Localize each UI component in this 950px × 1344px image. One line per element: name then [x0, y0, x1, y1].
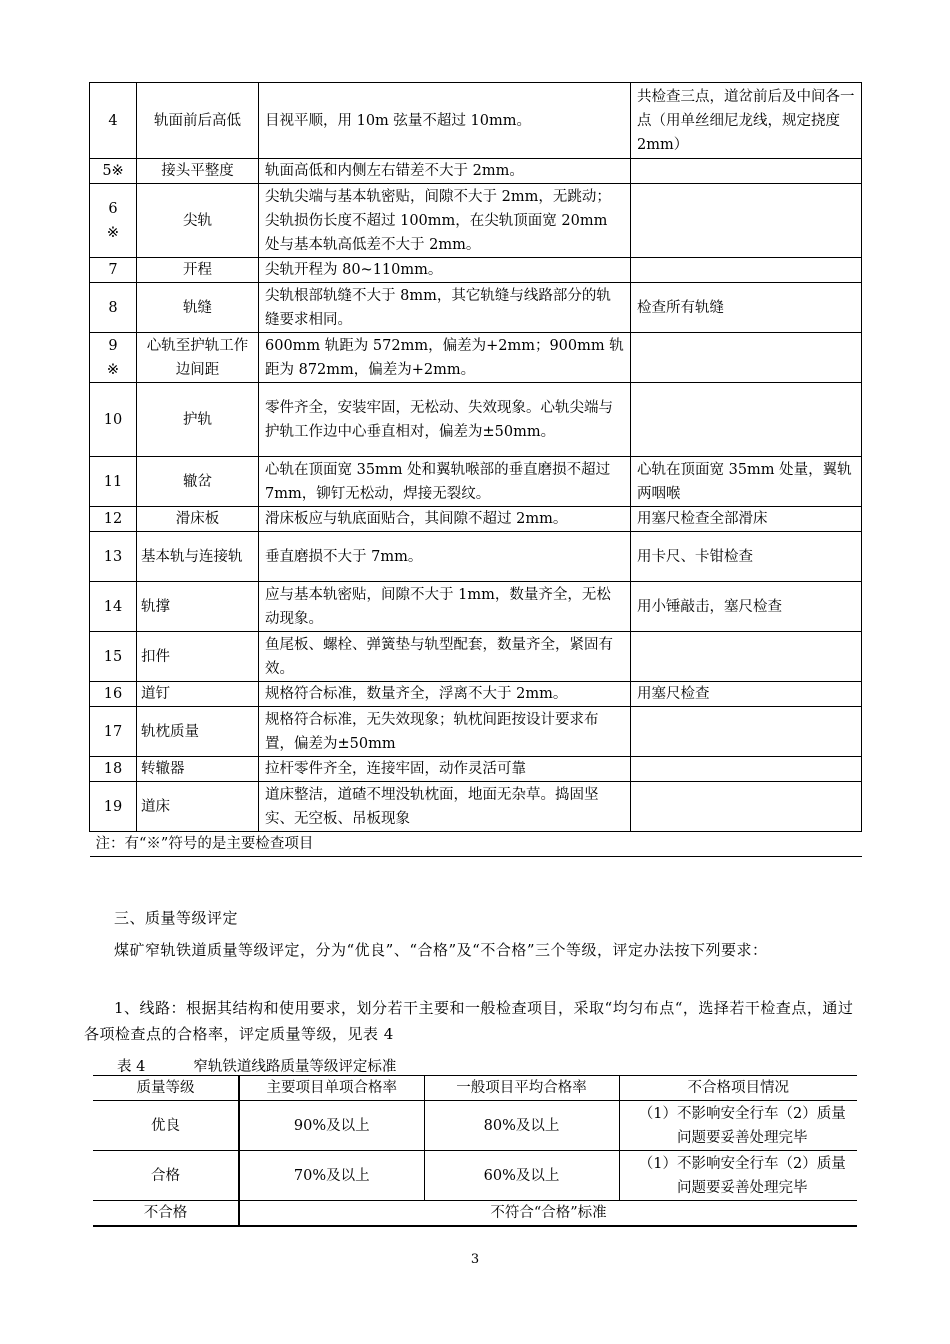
item-name: 开程	[137, 258, 259, 283]
table-row	[90, 757, 862, 782]
table-row	[90, 184, 862, 258]
table4-cell: 合格	[93, 1151, 239, 1201]
item-name: 轨枕质量	[137, 707, 259, 757]
table4-caption-number: 表 4	[117, 1059, 146, 1075]
item-standard: 心轨在顶面宽 35mm 处和翼轨喉部的垂直磨损不超过 7mm，铆钉无松动，焊接无裂纹。	[259, 457, 631, 507]
item-name: 心轨至护轨工作边间距	[137, 333, 259, 383]
table-row	[90, 333, 862, 383]
item-number: 8	[90, 283, 137, 333]
table4-cell: 不合格	[93, 1201, 239, 1227]
item-standard: 600mm 轨距为 572mm，偏差为+2mm；900mm 轨距为 872mm，偏差为+2mm。	[259, 333, 631, 383]
table-row	[90, 507, 862, 532]
item-note	[631, 757, 862, 782]
item-number: 18	[90, 757, 137, 782]
paragraph-line-grading: 1、线路：根据其结构和使用要求，划分若干主要和一般检查项目，采取“均匀布点“，选择若干检查点，通过各项检查点的合格率，评定质量等级，见表 4	[84, 999, 854, 1043]
table4-cell: 60%及以上	[424, 1151, 619, 1201]
item-number: 5※	[90, 159, 137, 184]
table-row	[90, 582, 862, 632]
item-standard: 鱼尾板、螺栓、弹簧垫与轨型配套，数量齐全，紧固有效。	[259, 632, 631, 682]
quality-grade-table	[93, 1075, 857, 1227]
table-footnote-row	[90, 832, 862, 857]
item-number: 9 ※	[90, 333, 137, 383]
item-note	[631, 258, 862, 283]
table4-cell: （1）不影响安全行车（2）质量问题要妥善处理完毕	[619, 1101, 857, 1151]
item-note	[631, 184, 862, 258]
section-title: 三、质量等级评定	[114, 909, 239, 927]
table4-caption-title: 窄轨铁道线路质量等级评定标准	[193, 1059, 397, 1075]
table-row	[90, 258, 862, 283]
item-note	[631, 632, 862, 682]
item-note	[631, 383, 862, 457]
item-number: 19	[90, 782, 137, 832]
item-note: 用卡尺、卡钳检查	[631, 532, 862, 582]
item-standard: 拉杆零件齐全，连接牢固，动作灵活可靠	[259, 757, 631, 782]
item-standard: 目视平顺，用 10m 弦量不超过 10mm。	[259, 83, 631, 159]
item-number: 12	[90, 507, 137, 532]
item-standard: 尖轨根部轨缝不大于 8mm，其它轨缝与线路部分的轨缝要求相同。	[259, 283, 631, 333]
item-standard: 尖轨尖端与基本轨密贴，间隙不大于 2mm，无跳动；尖轨损伤长度不超过 100mm，在尖轨顶面宽 20mm 处与基本轨高低差不大于 2mm。	[259, 184, 631, 258]
item-note	[631, 707, 862, 757]
item-name: 基本轨与连接轨	[137, 532, 259, 582]
item-note	[631, 333, 862, 383]
table-row	[90, 383, 862, 457]
item-note: 用小锤敲击，塞尺检查	[631, 582, 862, 632]
item-name: 转辙器	[137, 757, 259, 782]
table-row	[90, 83, 862, 159]
item-standard: 规格符合标准，无失效现象；轨枕间距按设计要求布置，偏差为±50mm	[259, 707, 631, 757]
item-note: 用塞尺检查全部滑床	[631, 507, 862, 532]
item-name: 轨面前后高低	[137, 83, 259, 159]
item-note: 检查所有轨缝	[631, 283, 862, 333]
item-number: 16	[90, 682, 137, 707]
item-standard: 规格符合标准，数量齐全，浮离不大于 2mm。	[259, 682, 631, 707]
table4-header: 主要项目单项合格率	[239, 1076, 424, 1101]
table-row	[90, 782, 862, 832]
table-footnote: 注：有“※”符号的是主要检查项目	[90, 832, 862, 857]
item-name: 滑床板	[137, 507, 259, 532]
table-row	[90, 707, 862, 757]
item-name: 轨缝	[137, 283, 259, 333]
table4-cell: （1）不影响安全行车（2）质量问题要妥善处理完毕	[619, 1151, 857, 1201]
item-note	[631, 159, 862, 184]
item-name: 接头平整度	[137, 159, 259, 184]
table-row	[90, 632, 862, 682]
item-number: 15	[90, 632, 137, 682]
item-name: 道床	[137, 782, 259, 832]
item-number: 13	[90, 532, 137, 582]
item-name: 护轨	[137, 383, 259, 457]
page-number: 3	[470, 1252, 480, 1267]
item-number: 10	[90, 383, 137, 457]
inspection-table-body	[90, 83, 862, 857]
table4-cell: 80%及以上	[424, 1101, 619, 1151]
table4-caption	[117, 1055, 444, 1076]
table4-row-excellent	[93, 1101, 857, 1151]
item-number: 17	[90, 707, 137, 757]
item-standard: 零件齐全，安装牢固，无松动、失效现象。心轨尖端与护轨工作边中心垂直相对，偏差为±50mm。	[259, 383, 631, 457]
item-name: 扣件	[137, 632, 259, 682]
table-row	[90, 532, 862, 582]
table4-cell: 优良	[93, 1101, 239, 1151]
item-standard: 轨面高低和内侧左右错差不大于 2mm。	[259, 159, 631, 184]
item-number: 7	[90, 258, 137, 283]
inspection-standards-table	[89, 82, 862, 857]
table4-header-row	[93, 1076, 857, 1101]
table4-cell: 70%及以上	[239, 1151, 424, 1201]
item-note	[631, 782, 862, 832]
table4-header: 质量等级	[93, 1076, 239, 1101]
table4-header: 不合格项目情况	[619, 1076, 857, 1101]
table4-header: 一般项目平均合格率	[424, 1076, 619, 1101]
table-row	[90, 682, 862, 707]
item-note: 共检查三点，道岔前后及中间各一点（用单丝细尼龙线，规定挠度 2mm）	[631, 83, 862, 159]
item-standard: 垂直磨损不大于 7mm。	[259, 532, 631, 582]
item-note: 用塞尺检查	[631, 682, 862, 707]
table4-cell: 90%及以上	[239, 1101, 424, 1151]
item-name: 尖轨	[137, 184, 259, 258]
table4-cell: 不符合“合格”标准	[239, 1201, 857, 1227]
item-number: 6 ※	[90, 184, 137, 258]
item-name: 辙岔	[137, 457, 259, 507]
item-number: 4	[90, 83, 137, 159]
item-standard: 道床整洁，道碴不埋没轨枕面，地面无杂草。捣固坚实、无空板、吊板现象	[259, 782, 631, 832]
table4-row-pass	[93, 1151, 857, 1201]
table-row	[90, 159, 862, 184]
item-name: 轨撑	[137, 582, 259, 632]
item-note: 心轨在顶面宽 35mm 处量，翼轨两咽喉	[631, 457, 862, 507]
item-number: 14	[90, 582, 137, 632]
table-row	[90, 283, 862, 333]
item-name: 道钉	[137, 682, 259, 707]
table-row	[90, 457, 862, 507]
item-standard: 滑床板应与轨底面贴合，其间隙不超过 2mm。	[259, 507, 631, 532]
item-standard: 尖轨开程为 80~110mm。	[259, 258, 631, 283]
paragraph-grading-intro: 煤矿窄轨铁道质量等级评定，分为“优良”、“合格”及“不合格”三个等级，评定办法按下列要求：	[114, 941, 768, 959]
item-number: 11	[90, 457, 137, 507]
item-standard: 应与基本轨密贴，间隙不大于 1mm，数量齐全，无松动现象。	[259, 582, 631, 632]
table4-row-fail	[93, 1201, 857, 1227]
